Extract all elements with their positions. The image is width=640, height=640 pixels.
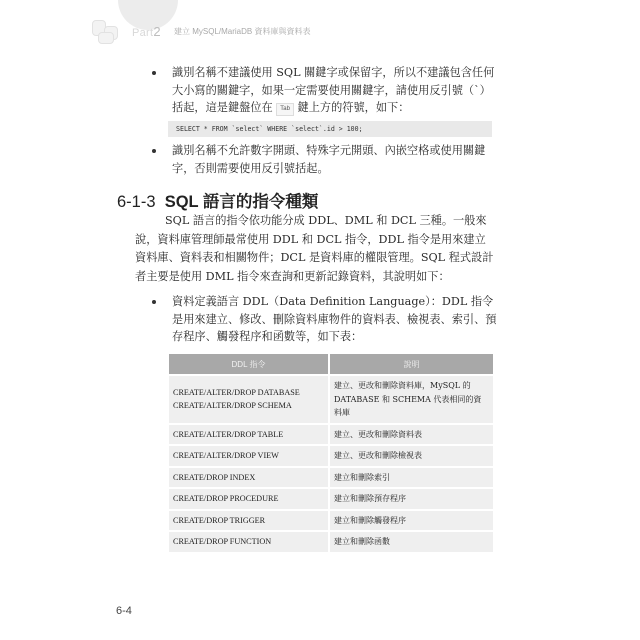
bullet-text [172, 64, 497, 117]
part-text: Part [132, 27, 154, 39]
column-header-command: DDL 指令 [169, 354, 329, 375]
command-cell: CREATE/DROP INDEX [169, 467, 329, 489]
table-header-row [169, 354, 493, 375]
bullet-identifier-rules [152, 142, 497, 177]
command-cell: CREATE/DROP TRIGGER [169, 510, 329, 532]
table-row [169, 488, 493, 510]
table-row [169, 510, 493, 532]
bullet-icon [152, 149, 156, 153]
description-cell: 建立和刪除預存程序 [329, 488, 493, 510]
running-header [0, 0, 640, 50]
code-example: SELECT * FROM `select` WHERE `select`.id > 100; [168, 121, 492, 137]
page-number: 6-4 [116, 605, 132, 617]
table-row [169, 467, 493, 489]
bullet-text-part: 鍵上方的符號，如下： [297, 101, 410, 114]
column-header-description: 說明 [329, 354, 493, 375]
table-row [169, 531, 493, 552]
command-line: CREATE/ALTER/DROP DATABASE [173, 387, 300, 397]
command-line: CREATE/ALTER/DROP SCHEMA [173, 401, 292, 411]
description-cell: 建立、更改和刪除檢視表 [329, 445, 493, 467]
command-cell [169, 375, 329, 424]
bullet-icon [152, 71, 156, 75]
section-number: 6-1-3 [117, 193, 156, 211]
command-cell: CREATE/DROP FUNCTION [169, 531, 329, 552]
description-cell: 建立和刪除索引 [329, 467, 493, 489]
database-cylinder-icon [98, 32, 114, 44]
description-cell: 建立、更改和刪除資料表 [329, 424, 493, 446]
bullet-ddl [152, 293, 497, 346]
section-title-text: SQL 語言的指令種類 [164, 193, 319, 211]
bullet-text-part: 識別名稱不建議使用 SQL 關鍵字或保留字，所以不建議包含任何大小寫的關鍵字，如果一定需要使用關鍵字，請使用反引號（`）括起，這是鍵盤位在 [172, 66, 495, 114]
bullet-text: 識別名稱不允許數字開頭、特殊字元開頭、內嵌空格或使用關鍵字，否則需要使用反引號括起。 [172, 144, 486, 175]
chapter-title: 建立 MySQL/MariaDB 資料庫與資料表 [174, 27, 311, 36]
description-cell: 建立和刪除觸發程序 [329, 510, 493, 532]
bullet-icon [152, 300, 156, 304]
bullet-text: 資料定義語言 DDL（Data Definition Language）：DDL 指令是用來建立、修改、刪除資料庫物件的資料表、檢視表、索引、預存程序、觸發程序和函數等，如下表： [172, 295, 497, 343]
tab-key-icon: Tab [276, 103, 294, 116]
ddl-table [169, 354, 493, 552]
command-cell: CREATE/ALTER/DROP VIEW [169, 445, 329, 467]
table-row [169, 375, 493, 424]
part-number: 2 [153, 24, 161, 39]
table-row [169, 424, 493, 446]
bullet-identifier-keywords [152, 64, 497, 117]
description-cell: 建立和刪除函數 [329, 531, 493, 552]
paragraph-text: SQL 語言的指令依功能分成 DDL、DML 和 DCL 三種。一般來說，資料庫管理師最常使用 DDL 和 DCL 指令，DDL 指令是用來建立資料庫、資料表和相關物件；DCL 是資料庫的權限管理。SQL 程式設計者主要是使用 DML 指令來查詢和更新記錄資料，其說明如下： [135, 214, 494, 283]
part-label [132, 24, 161, 39]
table-row [169, 445, 493, 467]
command-cell: CREATE/ALTER/DROP TABLE [169, 424, 329, 446]
section-heading [117, 188, 318, 212]
description-cell: 建立、更改和刪除資料庫，MySQL 的 DATABASE 和 SCHEMA 代表相同的資料庫 [329, 375, 493, 424]
command-cell: CREATE/DROP PROCEDURE [169, 488, 329, 510]
intro-paragraph [135, 212, 495, 286]
